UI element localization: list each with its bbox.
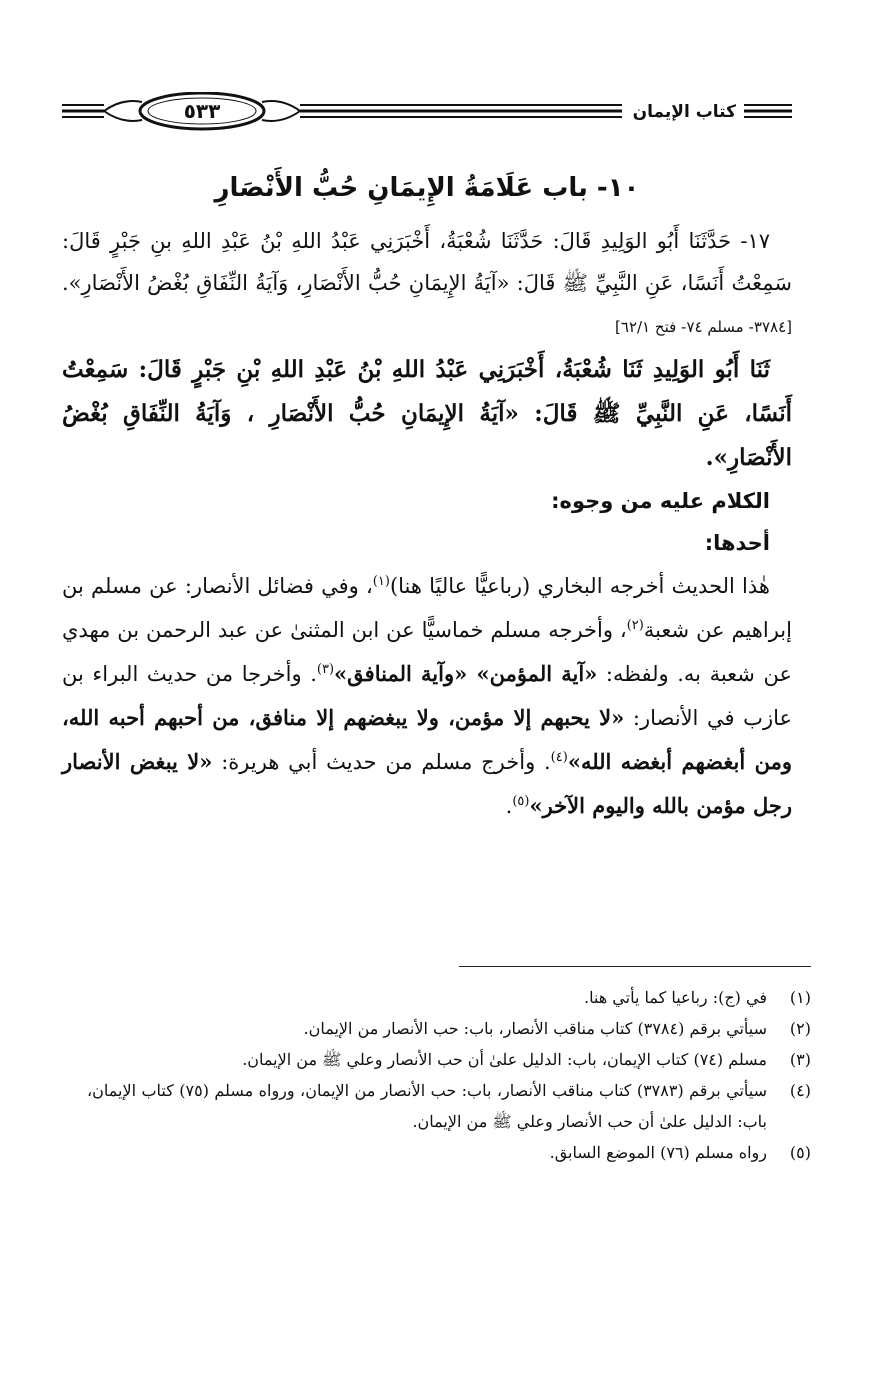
chapter-title: ١٠- باب عَلَامَةُ الإِيمَانِ حُبُّ الأَنْصَارِ: [214, 173, 640, 203]
footnote-number: (٢): [789, 1019, 811, 1038]
quoted-hadith: «لا يحبهم إلا مؤمن، ولا يبغضهم إلا منافق، من أحبهم أحبه الله، ومن أبغضهم أبغضه الله»: [62, 705, 792, 774]
footnote-item: [87, 1044, 811, 1075]
hadith-reference: [٣٧٨٤- مسلم ٧٤- فتح ٦٢/١]: [615, 318, 792, 336]
commentary-text: . وأخرج مسلم من حديث أبي هريرة:: [212, 750, 551, 774]
hadith-paragraph: [62, 220, 792, 348]
footnote-item: [87, 1075, 811, 1137]
footnote-divider: [459, 966, 811, 967]
footnote-marker[interactable]: (١): [372, 574, 390, 589]
commentary-text: . وأخرجا من حديث البراء بن عازب في الأنصار:: [62, 662, 793, 730]
footnote-text: مسلم (٧٤) كتاب الإيمان، باب: الدليل علىٰ أن حب الأنصار وعلي ﷺ من الإيمان.: [242, 1050, 767, 1069]
commentary-text: هٰذا الحديث أخرجه البخاري (رباعيًّا عاليًا هنا): [389, 574, 770, 598]
footnote-item: [87, 1013, 811, 1044]
commentary-text: ، وفي فضائل الأنصار: عن مسلم بن إبراهيم عن شعبة: [62, 574, 792, 642]
footnote-item: [87, 982, 811, 1013]
footnote-marker[interactable]: (٢): [626, 618, 644, 633]
main-text: [62, 162, 792, 828]
page-number: ٥٣٣: [183, 99, 221, 123]
footnote-number: (٣): [789, 1050, 811, 1069]
quoted-hadith: «لا يبغض الأنصار رجل مؤمن بالله واليوم الآخر»: [62, 749, 792, 818]
footnote-number: (٥): [789, 1143, 811, 1162]
footnote-marker[interactable]: (٥): [512, 794, 530, 809]
running-header: [62, 92, 792, 134]
running-title: كتاب الإيمان: [625, 100, 744, 124]
commentary-text: ، وأخرجه مسلم خماسيًّا عن ابن المثنىٰ عن عبد الرحمن بن مهدي عن شعبة به. ولفظه:: [62, 618, 792, 686]
alt-narration: ثَنَا أَبُو الوَلِيدِ ثَنَا شُعْبَةُ، أَخْبَرَنِي عَبْدُ اللهِ بْنُ عَبْدِ اللهِ بْنِ جَبْرٍ قَالَ: سَمِعْتُ أَنَسًا، عَنِ النَّبِيِّ ﷺ قَالَ: «آيَةُ الإِيمَانِ حُبُّ الأَنْصَارِ ، وَآيَةُ النِّفَاقِ بُغْضُ الأَنْصَارِ».: [62, 356, 792, 471]
footnote-marker[interactable]: (٤): [550, 750, 568, 765]
hadith-text: ١٧- حَدَّثَنَا أَبُو الوَلِيدِ قَالَ: حَدَّثَنَا شُعْبَةُ، أَخْبَرَنِي عَبْدُ اللهِ بْنُ عَبْدِ اللهِ بنِ جَبْرٍ قَالَ: سَمِعْتُ أَنَسًا، عَنِ النَّبِيِّ ﷺ قَالَ: «آيَةُ الإِيمَانِ حُبُّ الأَنْصَارِ، وَآيَةُ النِّفَاقِ بُغْضُ الأَنْصَارِ».: [62, 229, 792, 295]
commentary-paragraph: [62, 564, 792, 828]
footnote-text: سيأتي برقم (٣٧٨٣) كتاب مناقب الأنصار، باب: حب الأنصار من الإيمان، ورواه مسلم (٧٥) كتاب الإيمان، باب: الدليل علىٰ أن حب الأنصار وعلي ﷺ من الإيمان.: [87, 1081, 768, 1131]
quoted-hadith: «آية المؤمن» «وآية المنافق»: [334, 661, 598, 686]
footnote-text: رواه مسلم (٧٦) الموضع السابق.: [549, 1143, 767, 1162]
footnote-marker[interactable]: (٣): [316, 662, 335, 677]
first-point-heading: أحدها:: [704, 531, 770, 555]
footnote-number: (١): [789, 988, 811, 1007]
footnote-text: في (ج): رباعيا كما يأتي هنا.: [583, 988, 767, 1007]
footnote-number: (٤): [789, 1081, 811, 1100]
footnote-text: سيأتي برقم (٣٧٨٤) كتاب مناقب الأنصار، باب: حب الأنصار من الإيمان.: [303, 1019, 767, 1038]
commentary-text: .: [505, 794, 513, 818]
footnotes: [87, 982, 811, 1168]
footnote-item: [87, 1137, 811, 1168]
commentary-intro: الكلام عليه من وجوه:: [551, 489, 770, 513]
